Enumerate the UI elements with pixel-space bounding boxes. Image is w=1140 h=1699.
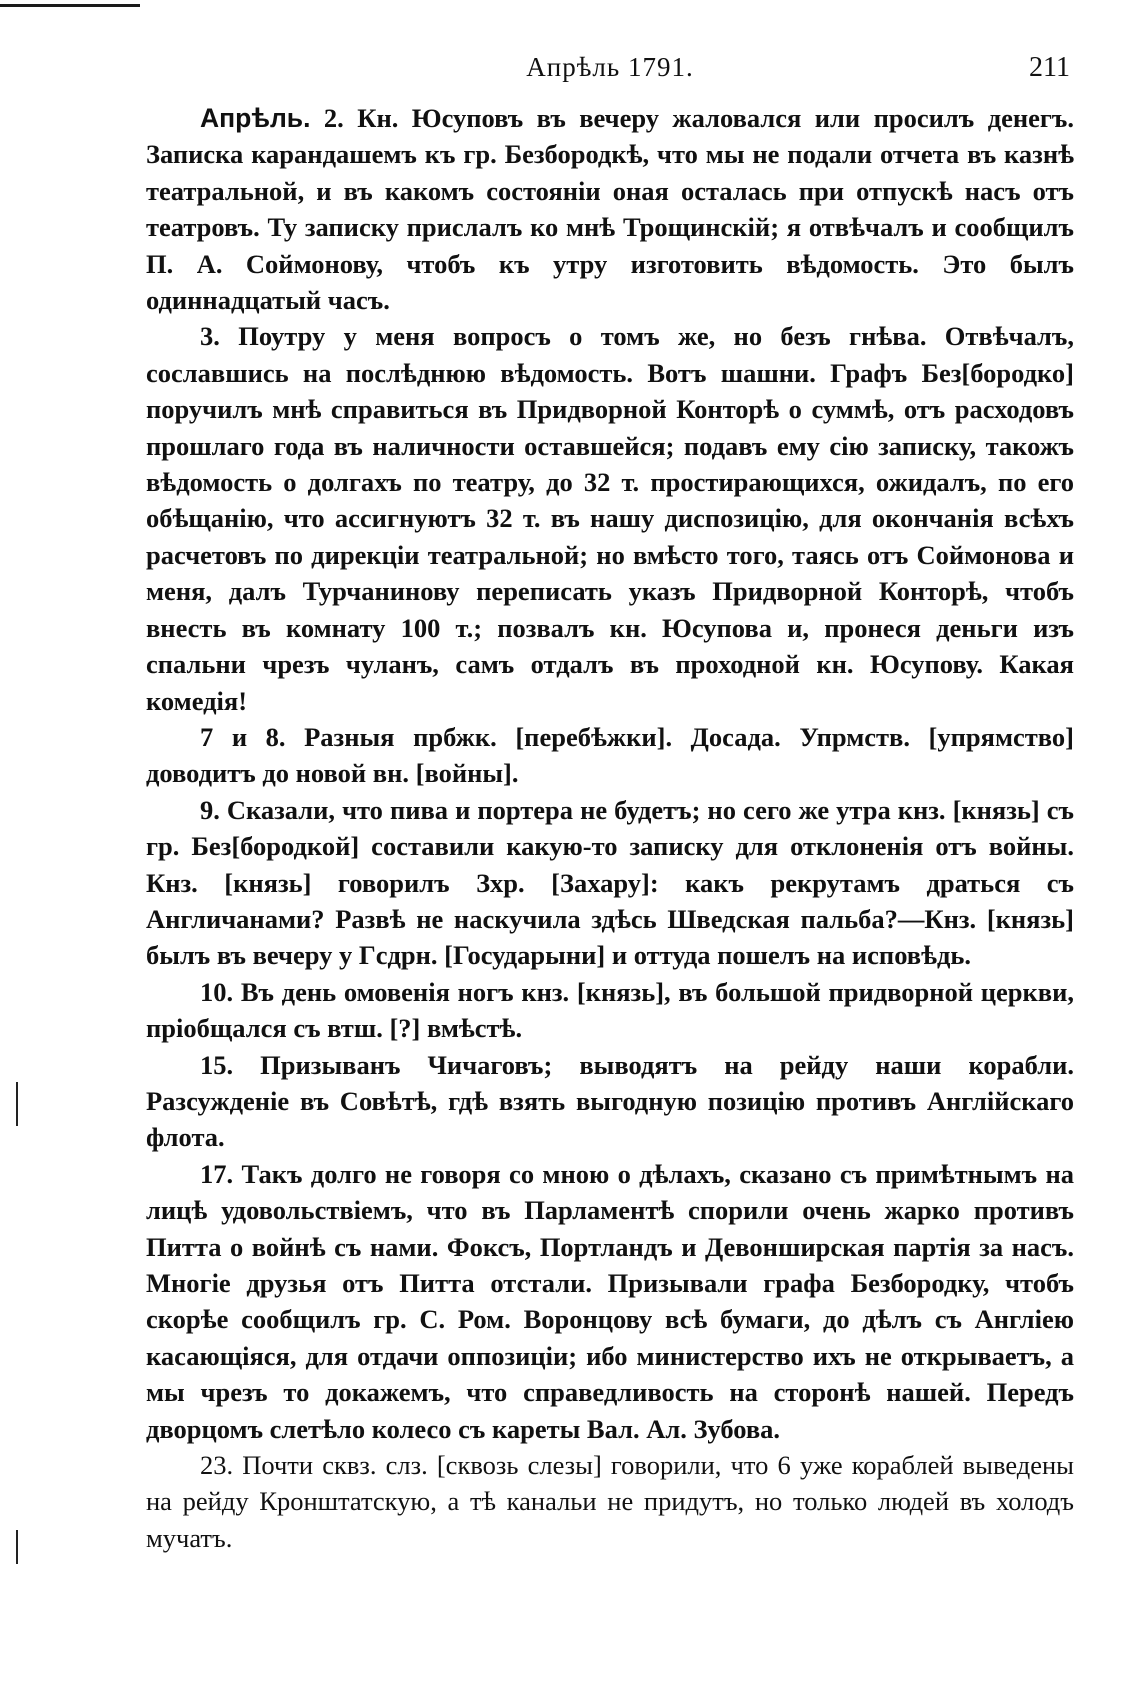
entry-april-7-8 — [146, 719, 1074, 792]
entry-text: 3. Поутру у меня вопросъ о томъ же, но безъ гнѣва. Отвѣчалъ, сославшись на послѣднюю вѣдомость. Вотъ шашни. Графъ Без[бородко] поручилъ мнѣ справиться въ Придворной Конторѣ о суммѣ, отъ расходовъ прошлаго года въ наличности оставшейся; подавъ ему сію записку, такожъ вѣдомость о долгахъ по театру, до 32 т. простирающихся, ожидалъ, по его обѣщанію, что ассигнуютъ 32 т. въ нашу диспозицію, для окончанія всѣхъ расчетовъ по дирекціи театральной; но вмѣсто того, таясь отъ Соймонова и меня, далъ Турчанинову переписать указъ Придворной Конторѣ, чтобъ внесть въ комнату 100 т.; позвалъ кн. Юсупова и, пронеся деньги изъ спальни чрезъ чуланъ, самъ отдалъ въ проходной кн. Юсупову. Какая комедія! — [146, 321, 1074, 716]
entry-text: 17. Такъ долго не говоря со мною о дѣлахъ, сказано съ примѣтнымъ на лицѣ удовольствіемъ, что въ Парламентѣ спорили очень жарко противъ Питта о войнѣ съ нами. Фоксъ, Портландъ и Девонширская партія за насъ. Многіе друзья отъ Питта отстали. Призывали графа Безбородку, чтобъ скорѣе сообщилъ гр. С. Ром. Воронцову всѣ бумаги, до дѣлъ съ Англіею касающіяся, для отдачи оппозиціи; ибо министерство ихъ не открываетъ, а мы чрезъ то докажемъ, что справедливость на сторонѣ нашей. Передъ дворцомъ слетѣло колесо съ кареты Вал. Ал. Зубова. — [146, 1158, 1074, 1444]
entry-april-23 — [146, 1447, 1074, 1556]
entry-april-15 — [146, 1047, 1074, 1156]
entry-text: 7 и 8. Разныя прбжк. [перебѣжки]. Досада. Упрмств. [упрямство] доводитъ до новой вн. [войны]. — [146, 721, 1074, 789]
entry-april-3 — [146, 318, 1074, 718]
page-header — [150, 52, 1070, 92]
scan-margin-line — [16, 1082, 18, 1126]
entry-text: 9. Сказали, что пива и портера не будетъ; но сего же утра кнз. [князь] съ гр. Без[бородкой] составили какую-то записку для отклоненія отъ войны. Кнз. [князь] говорилъ Зхр. [Захару]: какъ рекрутамъ драться съ Англичанами? Развѣ не наскучила здѣсь Шведская пальба?—Кнз. [князь] былъ въ вечеру у Гсдрн. [Государыни] и оттуда пошелъ на исповѣдь. — [146, 794, 1074, 971]
scan-edge-mark — [0, 4, 140, 7]
entry-april-9 — [146, 792, 1074, 974]
scan-margin-line — [16, 1530, 18, 1564]
month-heading: Апрѣль. — [200, 103, 311, 133]
page-body — [146, 100, 1074, 1556]
entry-april-10 — [146, 974, 1074, 1047]
entry-april-2 — [146, 100, 1074, 318]
page-number: 211 — [1029, 52, 1070, 83]
entry-text: 2. Кн. Юсуповъ въ вечеру жаловался или просилъ денегъ. Записка карандашемъ къ гр. Безбородкѣ, что мы не подали отчета въ казнѣ театральной, и въ какомъ состояніи оная осталась при отпускѣ насъ отъ театровъ. Ту записку прислалъ ко мнѣ Трощинскій; я отвѣчалъ и сообщилъ П. А. Соймонову, чтобъ къ утру изготовить вѣдомость. Это былъ одиннадцатый часъ. — [146, 103, 1074, 316]
entry-april-17 — [146, 1156, 1074, 1447]
entry-text: 23. Почти сквз. слз. [сквозь слезы] говорили, что 6 уже кораблей выведены на рейду Кронштатскую, а тѣ канальи не придутъ, но только людей въ холодъ мучатъ. — [146, 1450, 1074, 1553]
running-title: Апрѣль 1791. — [526, 52, 694, 82]
entry-text: 15. Призыванъ Чичаговъ; выводятъ на рейду наши корабли. Разсужденіе въ Совѣтѣ, гдѣ взять выгодную позицію противъ Англійскаго флота. — [146, 1049, 1074, 1153]
entry-text: 10. Въ день омовенія ногъ кнз. [князь], въ большой придворной церкви, пріобщался съ втш. [?] вмѣстѣ. — [146, 976, 1074, 1044]
